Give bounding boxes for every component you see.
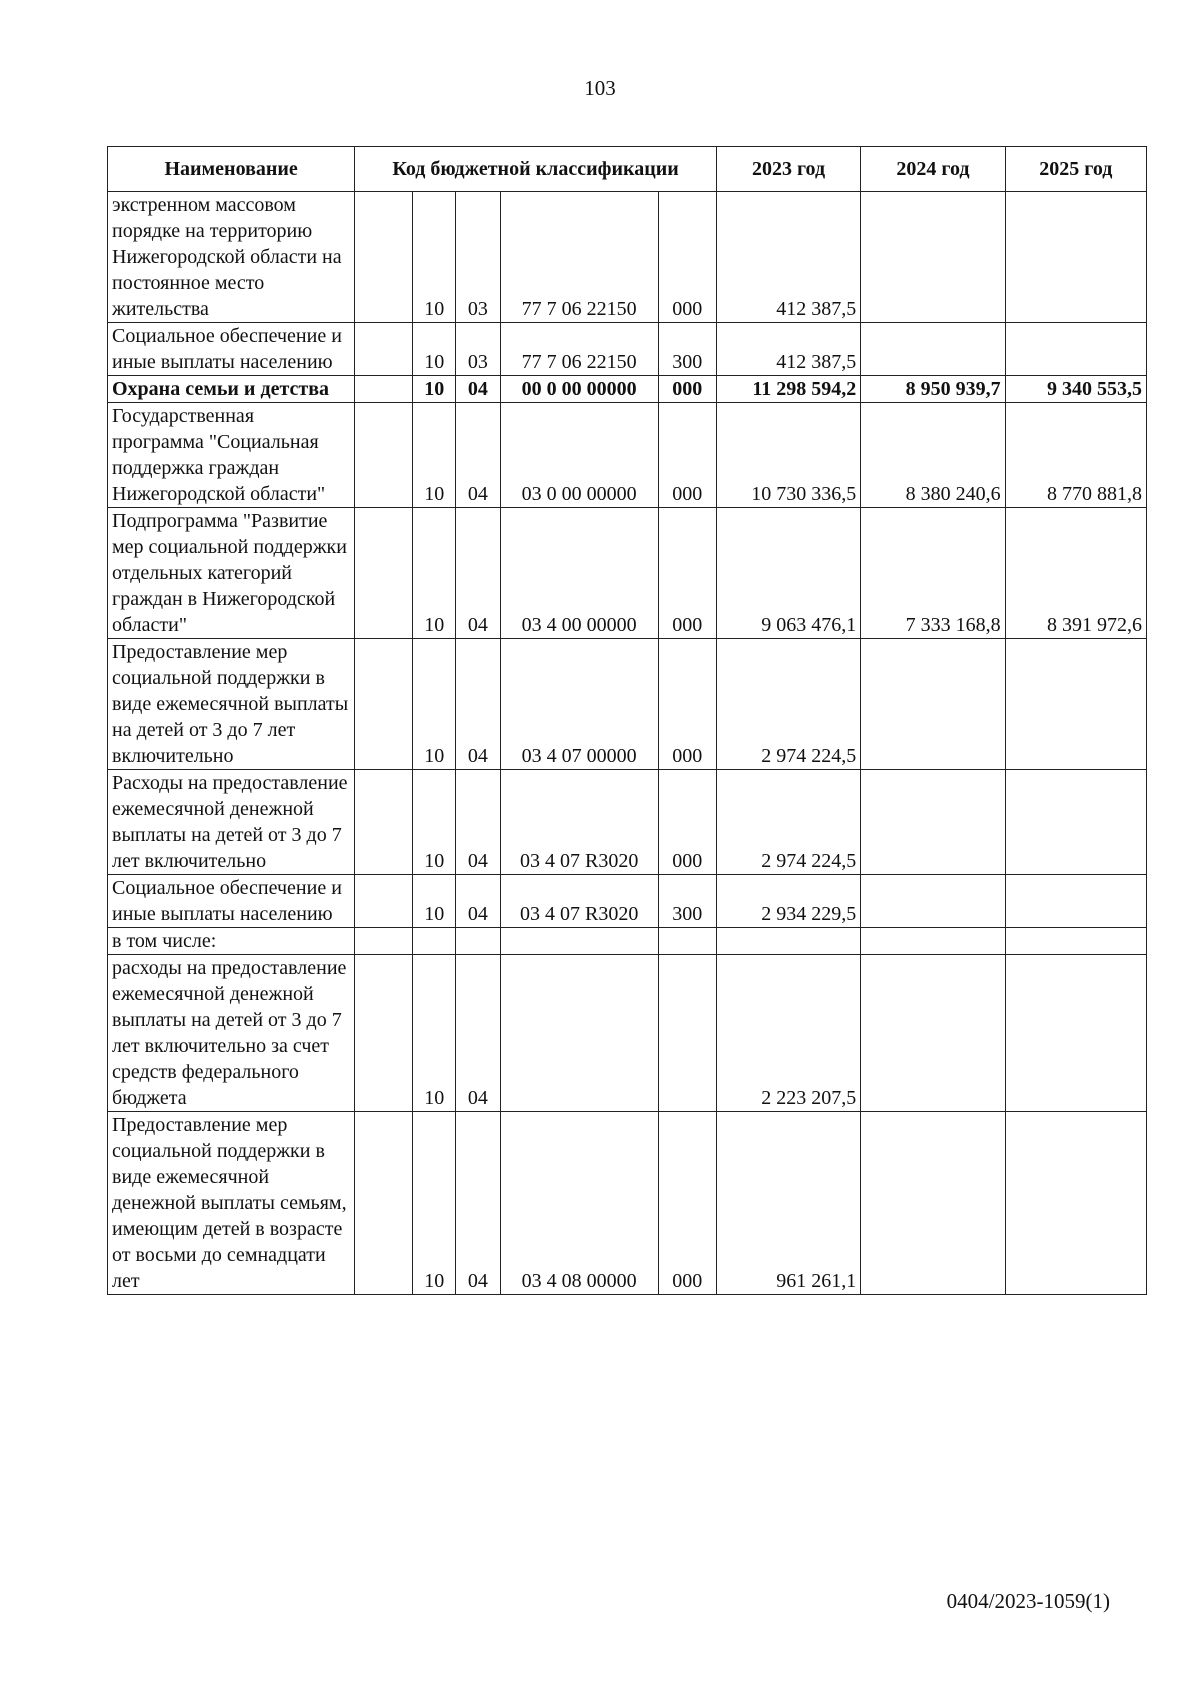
row-vr: 000 [658, 192, 716, 323]
row-2023: 10 730 336,5 [716, 403, 860, 508]
row-2025 [1005, 955, 1146, 1112]
row-name: Подпрограмма "Развитие мер социальной поддержки отдельных категорий граждан в Нижегородской области" [108, 508, 355, 639]
row-name: в том числе: [108, 928, 355, 955]
row-section: 10 [413, 508, 456, 639]
row-vr: 000 [658, 639, 716, 770]
header-name: Наименование [108, 147, 355, 192]
row-2023 [716, 928, 860, 955]
row-subsection: 03 [456, 323, 501, 376]
table-row [108, 508, 1147, 639]
table-row [108, 955, 1147, 1112]
row-name: Расходы на предоставление ежемесячной денежной выплаты на детей от 3 до 7 лет включительно [108, 770, 355, 875]
table-row [108, 770, 1147, 875]
row-vr [658, 955, 716, 1112]
row-target: 03 4 08 00000 [500, 1112, 658, 1295]
table-header-row [108, 147, 1147, 192]
row-2024 [861, 192, 1005, 323]
row-name: Социальное обеспечение и иные выплаты населению [108, 323, 355, 376]
row-vr: 300 [658, 323, 716, 376]
row-section: 10 [413, 955, 456, 1112]
row-2024: 8 950 939,7 [861, 376, 1005, 403]
row-2025 [1005, 928, 1146, 955]
row-ministry [355, 508, 413, 639]
row-2023: 11 298 594,2 [716, 376, 860, 403]
row-2025 [1005, 875, 1146, 928]
table-row [108, 875, 1147, 928]
row-2023: 2 974 224,5 [716, 770, 860, 875]
row-2023: 9 063 476,1 [716, 508, 860, 639]
row-2025 [1005, 1112, 1146, 1295]
page-number: 103 [584, 76, 616, 100]
header-2024: 2024 год [861, 147, 1005, 192]
row-target [500, 928, 658, 955]
table-row [108, 323, 1147, 376]
row-section: 10 [413, 639, 456, 770]
row-subsection: 04 [456, 875, 501, 928]
row-vr [658, 928, 716, 955]
row-2025 [1005, 639, 1146, 770]
row-ministry [355, 192, 413, 323]
row-ministry [355, 403, 413, 508]
row-vr: 000 [658, 1112, 716, 1295]
row-section: 10 [413, 1112, 456, 1295]
row-vr: 000 [658, 770, 716, 875]
row-2024 [861, 928, 1005, 955]
table-row [108, 639, 1147, 770]
row-2024 [861, 875, 1005, 928]
row-ministry [355, 1112, 413, 1295]
row-2024 [861, 1112, 1005, 1295]
table-row [108, 1112, 1147, 1295]
table-row [108, 928, 1147, 955]
row-target: 77 7 06 22150 [500, 323, 658, 376]
row-2023: 412 387,5 [716, 192, 860, 323]
row-ministry [355, 770, 413, 875]
row-ministry [355, 376, 413, 403]
row-name: расходы на предоставление ежемесячной денежной выплаты на детей от 3 до 7 лет включительно за счет средств федерального бюджета [108, 955, 355, 1112]
row-2025: 8 770 881,8 [1005, 403, 1146, 508]
row-2024 [861, 770, 1005, 875]
row-2023: 961 261,1 [716, 1112, 860, 1295]
row-ministry [355, 875, 413, 928]
row-subsection: 04 [456, 403, 501, 508]
row-2024 [861, 323, 1005, 376]
table-body [108, 192, 1147, 1295]
row-target: 03 4 07 R3020 [500, 875, 658, 928]
row-subsection: 03 [456, 192, 501, 323]
budget-table [107, 146, 1147, 1295]
row-2025 [1005, 323, 1146, 376]
row-section: 10 [413, 770, 456, 875]
row-target: 00 0 00 00000 [500, 376, 658, 403]
row-section: 10 [413, 403, 456, 508]
row-2023: 2 223 207,5 [716, 955, 860, 1112]
row-subsection: 04 [456, 955, 501, 1112]
row-vr: 000 [658, 508, 716, 639]
row-section: 10 [413, 875, 456, 928]
row-subsection: 04 [456, 1112, 501, 1295]
row-subsection: 04 [456, 376, 501, 403]
row-vr: 300 [658, 875, 716, 928]
row-ministry [355, 955, 413, 1112]
row-2025 [1005, 192, 1146, 323]
row-2024: 8 380 240,6 [861, 403, 1005, 508]
row-ministry [355, 323, 413, 376]
row-section: 10 [413, 323, 456, 376]
row-name: Охрана семьи и детства [108, 376, 355, 403]
document-registration-code: 0404/2023-1059(1) [946, 1589, 1110, 1613]
row-2023: 2 974 224,5 [716, 639, 860, 770]
row-vr: 000 [658, 376, 716, 403]
row-target: 03 4 07 R3020 [500, 770, 658, 875]
row-2025: 8 391 972,6 [1005, 508, 1146, 639]
row-2023: 2 934 229,5 [716, 875, 860, 928]
row-2023: 412 387,5 [716, 323, 860, 376]
row-target: 77 7 06 22150 [500, 192, 658, 323]
table-row [108, 376, 1147, 403]
header-2023: 2023 год [716, 147, 860, 192]
row-target: 03 0 00 00000 [500, 403, 658, 508]
row-vr: 000 [658, 403, 716, 508]
row-name: Государственная программа "Социальная поддержка граждан Нижегородской области" [108, 403, 355, 508]
row-ministry [355, 639, 413, 770]
header-2025: 2025 год [1005, 147, 1146, 192]
row-section: 10 [413, 376, 456, 403]
header-code: Код бюджетной классификации [355, 147, 717, 192]
row-target [500, 955, 658, 1112]
row-name: Предоставление мер социальной поддержки в виде ежемесячной денежной выплаты семьям, имеющим детей в возрасте от восьми до семнадцати лет [108, 1112, 355, 1295]
row-target: 03 4 07 00000 [500, 639, 658, 770]
row-subsection: 04 [456, 508, 501, 639]
row-name: Предоставление мер социальной поддержки в виде ежемесячной выплаты на детей от 3 до 7 лет включительно [108, 639, 355, 770]
row-2025: 9 340 553,5 [1005, 376, 1146, 403]
row-name: экстренном массовом порядке на территорию Нижегородской области на постоянное место жительства [108, 192, 355, 323]
row-target: 03 4 00 00000 [500, 508, 658, 639]
row-2024 [861, 639, 1005, 770]
row-2024: 7 333 168,8 [861, 508, 1005, 639]
row-subsection: 04 [456, 639, 501, 770]
row-name: Социальное обеспечение и иные выплаты населению [108, 875, 355, 928]
row-2024 [861, 955, 1005, 1112]
row-section [413, 928, 456, 955]
row-ministry [355, 928, 413, 955]
row-2025 [1005, 770, 1146, 875]
table-row [108, 192, 1147, 323]
row-subsection: 04 [456, 770, 501, 875]
row-section: 10 [413, 192, 456, 323]
table-row [108, 403, 1147, 508]
row-subsection [456, 928, 501, 955]
